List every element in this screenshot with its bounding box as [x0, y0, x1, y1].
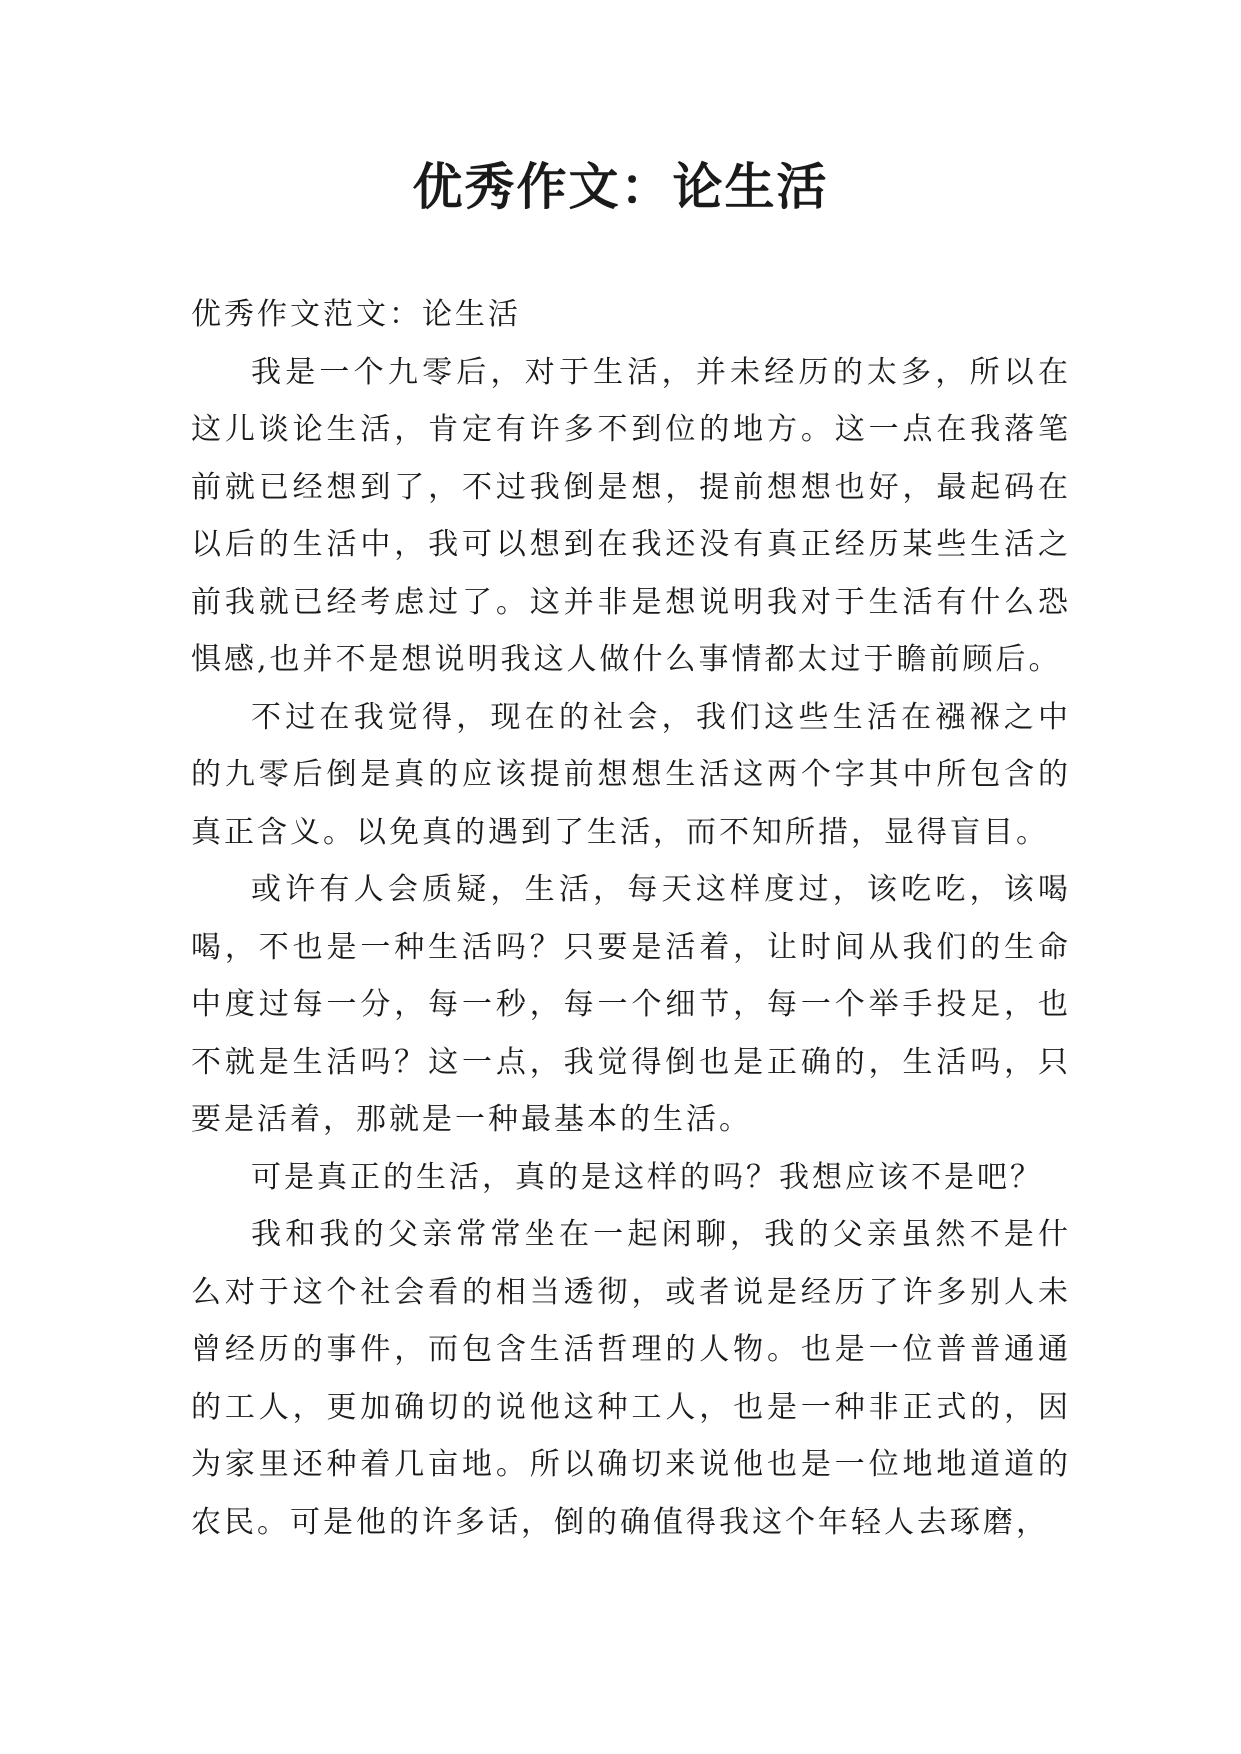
paragraph: 或许有人会质疑，生活，每天这样度过，该吃吃，该喝喝，不也是一种生活吗？只要是活着，让时间从我们的生命中度过每一分，每一秒，每一个细节，每一个举手投足，也不就是生活吗？这一点，我觉得倒也是正确的，生活吗，只要是活着，那就是一种最基本的生活。 [191, 872, 1071, 1137]
document-subtitle: 优秀作文范文：论生活 [191, 297, 521, 332]
paragraph: 我是一个九零后，对于生活，并未经历的太多，所以在这儿谈论生活，肯定有许多不到位的地方。这一点在我落笔前就已经想到了，不过我倒是想，提前想想也好，最起码在以后的生活中，我可以想到在我还没有真正经历某些生活之前我就已经考虑过了。这并非是想说明我对于生活有什么恐惧感,也并不是想说明我这人做什么事情都太过于瞻前顾后。 [191, 354, 1071, 677]
paragraph: 我和我的父亲常常坐在一起闲聊，我的父亲虽然不是什么对于这个社会看的相当透彻，或者说是经历了许多别人未曾经历的事件，而包含生活哲理的人物。也是一位普普通通的工人，更加确切的说他这种工人，也是一种非正式的，因为家里还种着几亩地。所以确切来说他也是一位地地道道的农民。可是他的许多话，倒的确值得我这个年轻人去琢磨， [191, 1217, 1071, 1540]
paragraph: 不过在我觉得，现在的社会，我们这些生活在襁褓之中的九零后倒是真的应该提前想想生活这两个字其中所包含的真正含义。以免真的遇到了生活，而不知所措，显得盲目。 [191, 699, 1071, 850]
paragraph: 可是真正的生活，真的是这样的吗？我想应该不是吧？ [251, 1159, 1043, 1195]
document-body [191, 286, 1071, 1551]
page-title: 优秀作文：论生活 [412, 157, 829, 216]
